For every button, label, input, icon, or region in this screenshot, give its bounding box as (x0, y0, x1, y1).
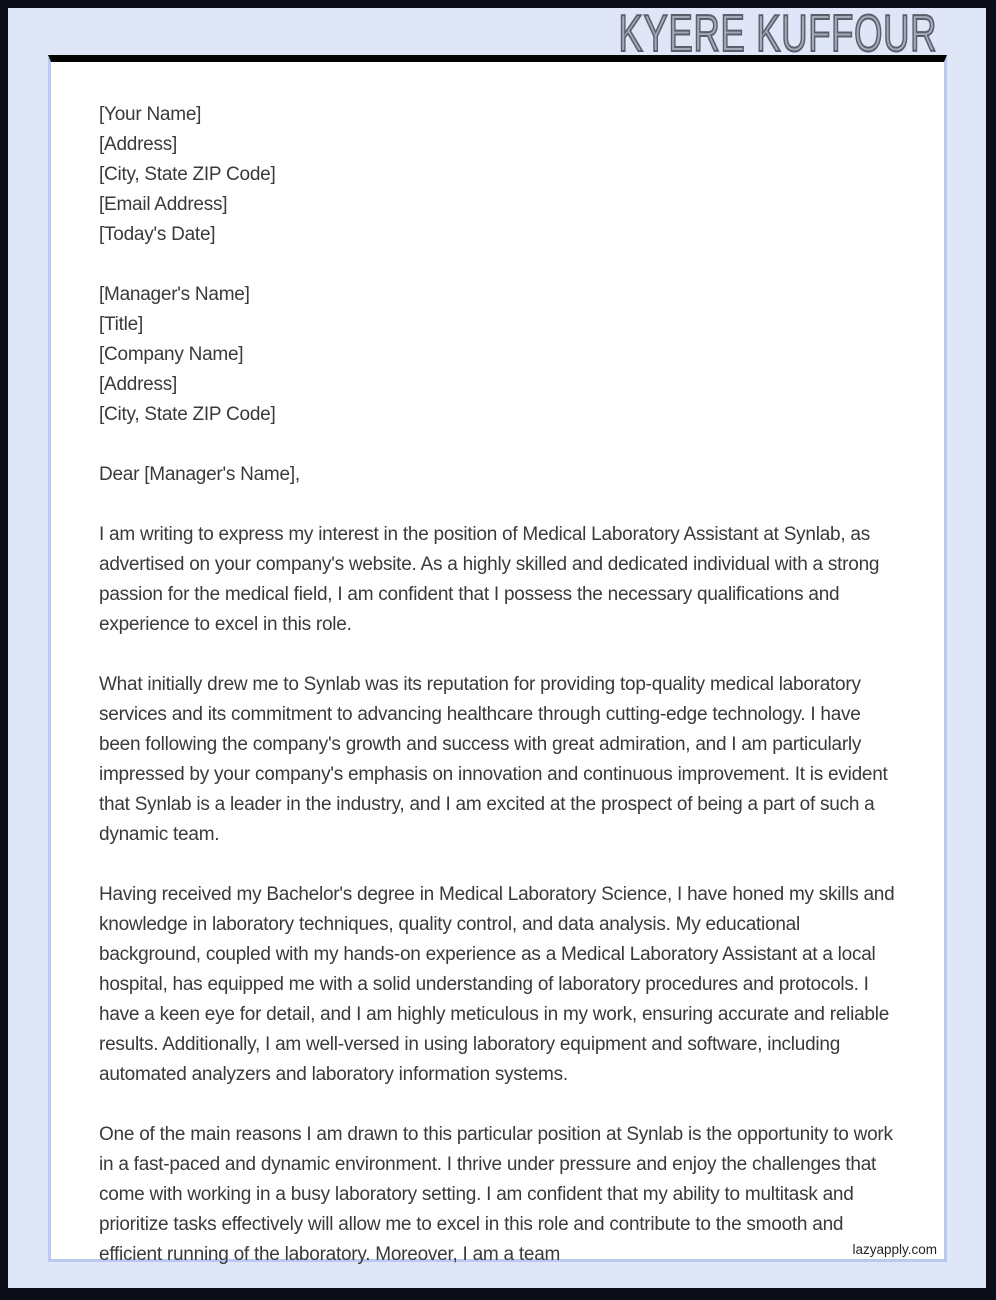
recipient-city-line: [City, State ZIP Code] (99, 404, 276, 425)
paragraph-motivation: One of the main reasons I am drawn to this particular position at Synlab is the opportunity to work in a fast-paced and dynamic environment. I thrive under pressure and enjoy the challenges that come with working in a busy laboratory setting. I am confident that my ability to multitask and prioritize tasks effectively will allow me to excel in this role and contribute to the smooth and efficient running of the laboratory. Moreover, I am a team (99, 1124, 893, 1265)
letter-body (51, 62, 944, 1270)
paragraph-introduction: I am writing to express my interest in the position of Medical Laboratory Assistant at Synlab, as advertised on your company's website. As a highly skilled and dedicated individual with a strong passion for the medical field, I am confident that I possess the necessary qualifications and experience to excel in this role. (99, 524, 880, 635)
sender-date-line: [Today's Date] (99, 224, 216, 245)
sender-address-block (99, 100, 899, 250)
paragraph-qualifications: Having received my Bachelor's degree in Medical Laboratory Science, I have honed my skills and knowledge in laboratory techniques, quality control, and data analysis. My educational background, coupled with my hands-on experience as a Medical Laboratory Assistant at a local hospital, has equipped me with a solid understanding of laboratory procedures and protocols. I have a keen eye for detail, and I am highly meticulous in my work, ensuring accurate and reliable results. Additionally, I am well-versed in using laboratory equipment and software, including automated analyzers and laboratory information systems. (99, 884, 895, 1085)
paragraph-company-interest: What initially drew me to Synlab was its reputation for providing top-quality medical laboratory services and its commitment to advancing healthcare through cutting-edge technology. I have been following the company's growth and success with great admiration, and I am particularly impressed by your company's emphasis on innovation and continuous improvement. It is evident that Synlab is a leader in the industry, and I am excited at the prospect of being a part of such a dynamic team. (99, 674, 888, 845)
recipient-company-line: [Company Name] (99, 344, 244, 365)
sender-city-line: [City, State ZIP Code] (99, 164, 276, 185)
letterhead-name: KYERE KUFFOUR (618, 5, 937, 63)
recipient-title-line: [Title] (99, 314, 143, 335)
recipient-address-line: [Address] (99, 374, 178, 395)
sender-email-line: [Email Address] (99, 194, 228, 215)
recipient-address-block (99, 280, 899, 430)
recipient-name-line: [Manager's Name] (99, 284, 250, 305)
sender-name-line: [Your Name] (99, 104, 202, 125)
letter-page (48, 55, 947, 1265)
sender-address-line: [Address] (99, 134, 178, 155)
salutation: Dear [Manager's Name], (99, 464, 300, 485)
lazyapply-watermark: lazyapply.com (852, 1242, 937, 1257)
